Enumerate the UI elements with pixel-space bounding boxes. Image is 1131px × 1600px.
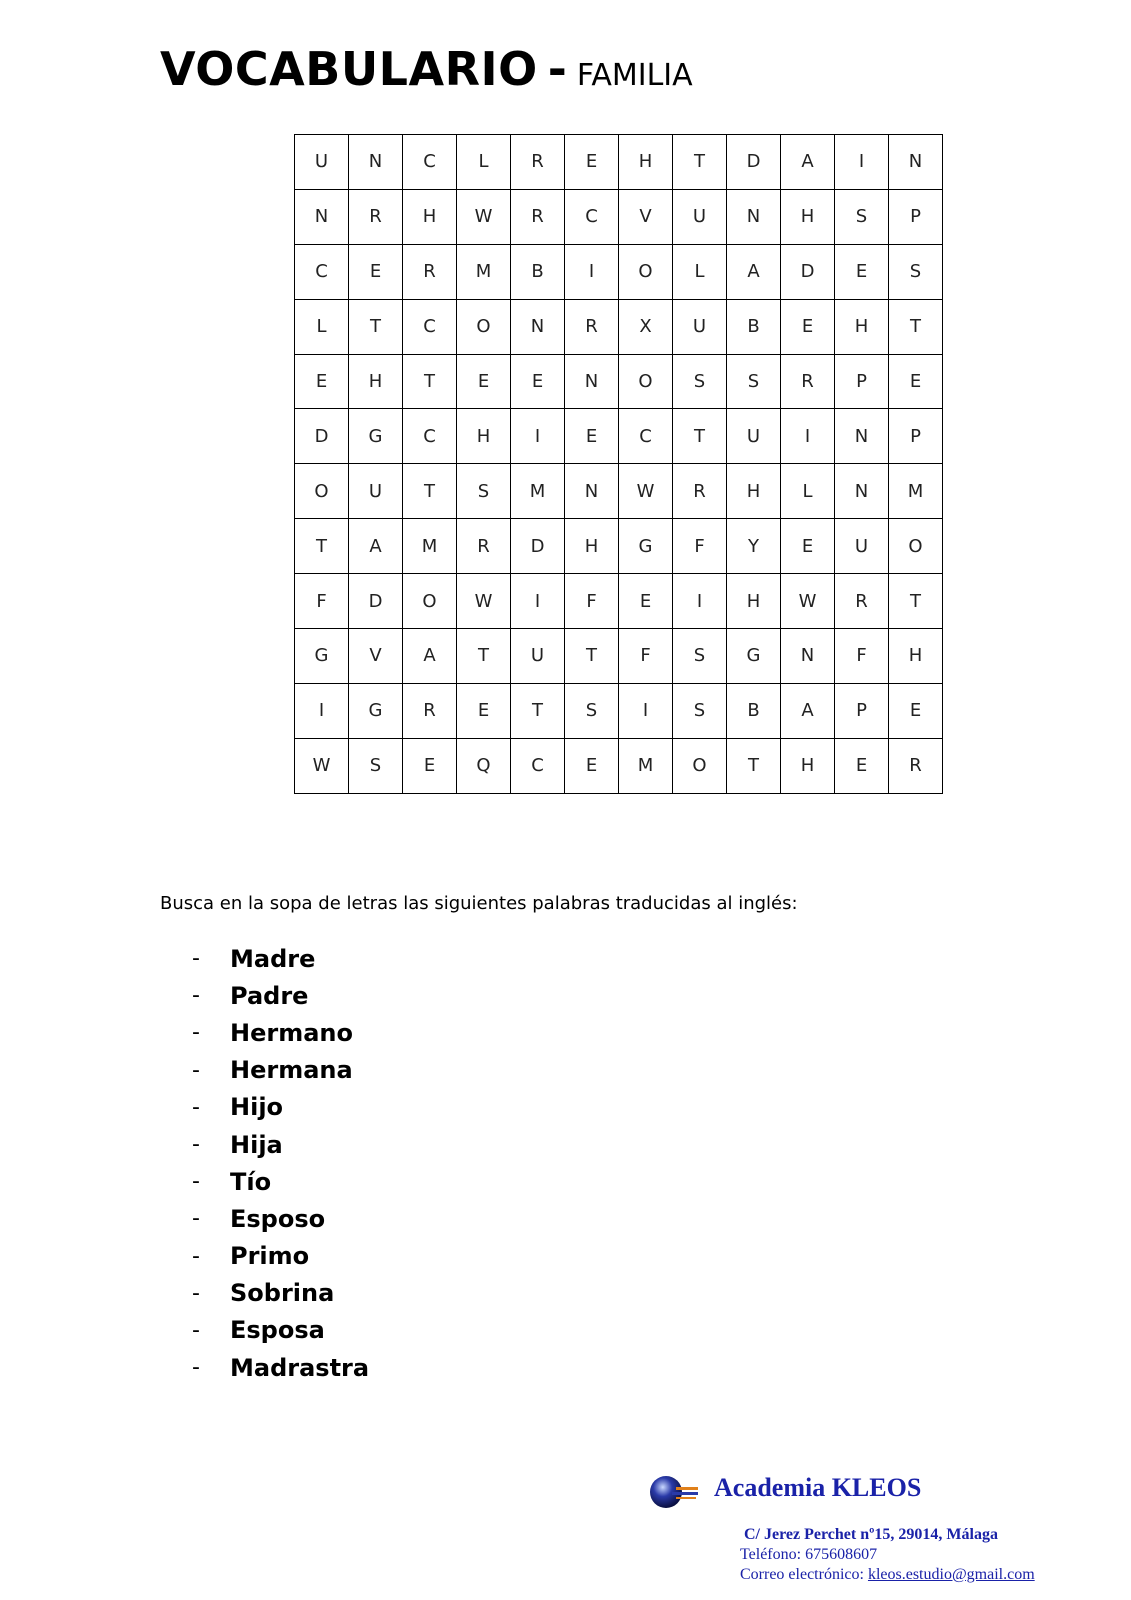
grid-cell: E [457,684,511,739]
grid-cell: H [781,739,835,794]
phone: Teléfono: 675608607 [740,1546,878,1563]
email-label: Correo electrónico: [740,1566,864,1583]
grid-cell: U [673,300,727,355]
grid-cell: O [619,245,673,300]
grid-cell: O [673,739,727,794]
grid-cell: E [295,355,349,410]
grid-cell: T [511,684,565,739]
contact-block [740,1525,1035,1585]
grid-cell: F [619,629,673,684]
grid-cell: R [565,300,619,355]
grid-cell: D [511,519,565,574]
grid-cell: G [349,684,403,739]
grid-cell: T [349,300,403,355]
list-bullet: - [192,1280,200,1306]
grid-cell: E [889,684,943,739]
grid-cell: S [349,739,403,794]
grid-cell: H [835,300,889,355]
grid-cell: C [295,245,349,300]
grid-cell: N [889,135,943,190]
title-separator: - [547,42,567,96]
grid-cell: U [835,519,889,574]
grid-cell: H [727,574,781,629]
grid-cell: P [889,190,943,245]
list-word: Hija [230,1130,283,1159]
list-word: Hermana [230,1056,353,1085]
grid-cell: R [673,464,727,519]
list-item [192,1126,369,1163]
grid-cell: S [673,355,727,410]
email-link[interactable]: kleos.estudio@gmail.com [867,1566,1035,1583]
grid-cell: O [295,464,349,519]
grid-cell: H [349,355,403,410]
grid-cell: D [727,135,781,190]
grid-cell: S [727,355,781,410]
grid-cell: W [295,739,349,794]
grid-cell: N [565,355,619,410]
grid-cell: U [727,409,781,464]
grid-cell: R [511,190,565,245]
grid-cell: T [565,629,619,684]
list-bullet: - [192,1020,200,1046]
grid-cell: W [781,574,835,629]
grid-cell: E [835,739,889,794]
grid-cell: O [403,574,457,629]
list-bullet: - [192,1355,200,1381]
grid-cell: A [781,684,835,739]
list-item [192,1014,369,1051]
grid-cell: S [835,190,889,245]
grid-cell: T [403,355,457,410]
grid-cell: M [403,519,457,574]
grid-cell: C [403,135,457,190]
grid-cell: H [889,629,943,684]
list-bullet: - [192,983,200,1009]
grid-cell: D [295,409,349,464]
grid-cell: S [673,684,727,739]
list-item [192,977,369,1014]
grid-cell: R [889,739,943,794]
address: C/ Jerez Perchet nº15, 29014, Málaga [744,1526,998,1543]
grid-cell: N [565,464,619,519]
grid-cell: L [781,464,835,519]
grid-cell: A [403,629,457,684]
grid-cell: C [403,409,457,464]
list-item [192,1238,369,1275]
grid-cell: V [349,629,403,684]
grid-cell: E [403,739,457,794]
grid-cell: I [673,574,727,629]
grid-cell: E [835,245,889,300]
grid-cell: R [403,684,457,739]
grid-cell: U [349,464,403,519]
grid-cell: I [511,574,565,629]
grid-cell: M [457,245,511,300]
grid-cell: O [889,519,943,574]
grid-cell: C [619,409,673,464]
list-bullet: - [192,946,200,972]
grid-cell: D [349,574,403,629]
grid-cell: C [565,190,619,245]
grid-cell: C [511,739,565,794]
grid-cell: P [889,409,943,464]
grid-cell: P [835,355,889,410]
grid-cell: L [457,135,511,190]
grid-cell: F [295,574,349,629]
grid-cell: I [835,135,889,190]
list-word: Esposo [230,1204,326,1233]
page-title [160,42,693,96]
grid-cell: W [619,464,673,519]
word-list [192,940,369,1386]
grid-cell: R [835,574,889,629]
grid-cell: B [727,300,781,355]
list-word: Tío [230,1167,272,1196]
list-item [192,1089,369,1126]
grid-cell: Y [727,519,781,574]
grid-cell: R [511,135,565,190]
grid-cell: L [673,245,727,300]
grid-cell: E [781,519,835,574]
grid-cell: T [673,135,727,190]
grid-cell: U [673,190,727,245]
grid-cell: E [565,409,619,464]
academy-logo-icon [650,1472,710,1512]
grid-cell: L [295,300,349,355]
grid-cell: H [565,519,619,574]
list-word: Madre [230,944,316,973]
grid-cell: S [889,245,943,300]
grid-cell: M [889,464,943,519]
grid-cell: G [619,519,673,574]
academy-name: Academia KLEOS [714,1473,922,1502]
list-bullet: - [192,1057,200,1083]
grid-cell: F [835,629,889,684]
list-bullet: - [192,1094,200,1120]
list-word: Hermano [230,1018,353,1047]
grid-cell: M [511,464,565,519]
grid-cell: E [889,355,943,410]
grid-cell: M [619,739,673,794]
list-item [192,1312,369,1349]
grid-cell: E [457,355,511,410]
list-word: Primo [230,1242,310,1271]
grid-cell: V [619,190,673,245]
list-item [192,1163,369,1200]
grid-cell: G [727,629,781,684]
grid-cell: I [295,684,349,739]
grid-cell: E [565,739,619,794]
grid-cell: H [619,135,673,190]
grid-cell: A [727,245,781,300]
grid-cell: O [457,300,511,355]
grid-cell: H [727,464,781,519]
grid-cell: N [511,300,565,355]
grid-cell: G [295,629,349,684]
list-item [192,940,369,977]
grid-cell: U [295,135,349,190]
grid-cell: B [727,684,781,739]
list-item [192,1349,369,1386]
grid-cell: A [781,135,835,190]
grid-cell: R [349,190,403,245]
list-word: Madrastra [230,1353,370,1382]
grid-cell: H [403,190,457,245]
grid-cell: E [349,245,403,300]
grid-cell: G [349,409,403,464]
grid-cell: N [727,190,781,245]
title-subtitle: FAMILIA [576,58,693,93]
grid-cell: H [457,409,511,464]
list-bullet: - [192,1243,200,1269]
list-word: Padre [230,981,309,1010]
grid-cell: N [781,629,835,684]
grid-cell: O [619,355,673,410]
grid-cell: Q [457,739,511,794]
grid-cell: I [619,684,673,739]
grid-cell: C [403,300,457,355]
grid-cell: A [349,519,403,574]
grid-cell: S [565,684,619,739]
grid-cell: I [565,245,619,300]
list-bullet: - [192,1169,200,1195]
grid-cell: I [781,409,835,464]
list-word: Sobrina [230,1279,335,1308]
grid-cell: T [673,409,727,464]
grid-cell: T [889,300,943,355]
grid-cell: N [349,135,403,190]
grid-cell: T [403,464,457,519]
grid-cell: B [511,245,565,300]
list-bullet: - [192,1132,200,1158]
grid-cell: U [511,629,565,684]
grid-cell: P [835,684,889,739]
list-item [192,1275,369,1312]
grid-cell: E [511,355,565,410]
grid-cell: T [727,739,781,794]
grid-cell: T [889,574,943,629]
grid-cell: R [403,245,457,300]
grid-cell: F [565,574,619,629]
grid-cell: N [295,190,349,245]
grid-cell: S [673,629,727,684]
list-bullet: - [192,1206,200,1232]
list-item [192,1200,369,1237]
grid-cell: F [673,519,727,574]
grid-cell: S [457,464,511,519]
grid-cell: N [835,464,889,519]
list-item [192,1052,369,1089]
grid-cell: T [295,519,349,574]
grid-cell: H [781,190,835,245]
grid-cell: I [511,409,565,464]
email-line [740,1565,1035,1585]
list-word: Esposa [230,1316,325,1345]
grid-cell: R [781,355,835,410]
grid-cell: E [781,300,835,355]
grid-cell: E [565,135,619,190]
instructions-text: Busca en la sopa de letras las siguientes palabras traducidas al inglés: [160,893,798,914]
grid-cell: N [835,409,889,464]
list-word: Hijo [230,1093,284,1122]
word-search-grid [294,134,943,794]
grid-cell: W [457,190,511,245]
title-main: VOCABULARIO [160,42,538,96]
grid-cell: X [619,300,673,355]
list-bullet: - [192,1317,200,1343]
grid-cell: W [457,574,511,629]
grid-cell: E [619,574,673,629]
grid-cell: D [781,245,835,300]
grid-cell: T [457,629,511,684]
grid-cell: R [457,519,511,574]
